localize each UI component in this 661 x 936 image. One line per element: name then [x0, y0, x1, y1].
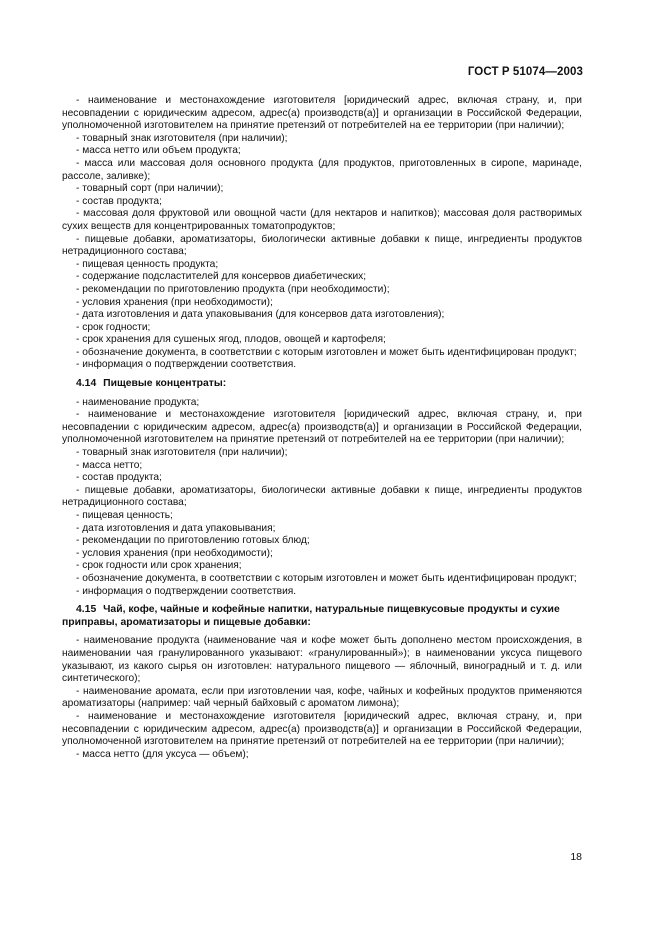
list-item: - наименование продукта;: [76, 396, 200, 408]
section-4-15-list: [62, 635, 582, 761]
document-code: ГОСТ Р 51074—2003: [467, 66, 583, 78]
section-title: Пищевые концентраты:: [103, 378, 227, 390]
list-item: - масса нетто или объем продукта;: [76, 145, 241, 157]
list-item: - обозначение документа, в соответствии с которым изготовлен и может быть идентифицирован продукт;: [76, 572, 577, 584]
list-item: - срок хранения для сушеных ягод, плодов, овощей и картофеля;: [76, 334, 386, 346]
list-item: - пищевые добавки, ароматизаторы, биологически активные добавки к пище, ингредиенты продуктов нетрадиционного состава;: [62, 233, 582, 258]
section-title: Чай, кофе, чайные и кофейные напитки, натуральные пищевкусовые продукты и сухие приправы, ароматизаторы и пищевые добавки:: [62, 604, 560, 628]
section-number: 4.14: [76, 378, 97, 390]
list-item: - массовая доля фруктовой или овощной части (для нектаров и напитков); массовая доля растворимых сухих веществ для концентрированных томатопродуктов;: [62, 208, 582, 232]
list-item: - срок годности;: [76, 321, 151, 333]
list-item: - масса или массовая доля основного продукта (для продуктов, приготовленных в сиропе, маринаде, рассоле, заливке);: [62, 157, 582, 182]
list-item: - пищевая ценность продукта;: [76, 258, 219, 270]
list-item: - информация о подтверждении соответствия.: [76, 359, 297, 371]
page-number: 18: [570, 851, 582, 863]
intro-list: [62, 95, 582, 372]
list-item: - условия хранения (при необходимости);: [76, 547, 273, 559]
list-item: - рекомендации по приготовлению продукта (при необходимости);: [76, 283, 390, 295]
list-item: - товарный знак изготовителя (при наличии);: [76, 132, 288, 144]
list-item: - товарный знак изготовителя (при наличии);: [76, 447, 288, 459]
list-item: - содержание подсластителей для консервов диабетических;: [76, 271, 367, 283]
list-item: - наименование и местонахождение изготовителя [юридический адрес, включая страну, и, при несовпадении с юридическим адресом, адрес(а) производств(а)] и организации в Российской Федерации, уполномоченной изготовителем на принятие претензий от потребителей на ее территории (при наличии);: [62, 409, 582, 446]
section-4-14-list: [62, 397, 582, 599]
document-body: [62, 95, 582, 761]
list-item: - масса нетто (для уксуса — объем);: [76, 748, 249, 760]
section-number: 4.15: [76, 604, 97, 616]
list-item: - наименование и местонахождение изготовителя [юридический адрес, включая страну, и, при несовпадении с юридическим адресом, адрес(а) производств(а)] и организации в Российской Федерации, уполномоченной изготовителем на принятие претензий от потребителей на ее территории (при наличии);: [62, 710, 582, 748]
list-item: - срок годности или срок хранения;: [76, 560, 242, 572]
list-item: - состав продукта;: [76, 472, 162, 484]
list-item: - наименование и местонахождение изготовителя [юридический адрес, включая страну, и, при несовпадении с юридическим адресом, адрес(а) производств(а)] и организации в Российской Федерации, уполномоченной изготовителем на принятие претензий от потребителей на ее территории (при наличии);: [62, 95, 582, 132]
list-item: - условия хранения (при необходимости);: [76, 296, 273, 308]
list-item: - наименование продукта (наименование чая и кофе может быть дополнено местом происхождения, в наименовании чая гранулированного указывают: «гранулированный»); в наименовании уксуса пищевого указывают, из какого сырья он изготовлен: натурального пищевого — яблочный, виноградный и т. д. или синтетического);: [62, 635, 582, 685]
list-item: - пищевая ценность;: [76, 510, 173, 521]
list-item: - рекомендации по приготовлению готовых блюд;: [76, 535, 310, 547]
section-heading-4-14: [62, 378, 582, 391]
list-item: - масса нетто;: [76, 459, 143, 471]
list-item: - товарный сорт (при наличии);: [76, 183, 224, 195]
list-item: - наименование аромата, если при изготовлении чая, кофе, чайных и кофейных продуктов применяются ароматизаторы (например: чай черный байховый с ароматом лимона);: [62, 685, 582, 710]
list-item: - дата изготовления и дата упаковывания;: [76, 522, 276, 534]
list-item: - информация о подтверждении соответствия.: [76, 585, 297, 597]
list-item: - состав продукта;: [76, 195, 162, 207]
list-item: - пищевые добавки, ароматизаторы, биологически активные добавки к пище, ингредиенты продуктов нетрадиционного состава;: [62, 484, 582, 509]
list-item: - дата изготовления и дата упаковывания (для консервов дата изготовления);: [76, 309, 445, 321]
section-heading-4-15: [62, 604, 582, 629]
list-item: - обозначение документа, в соответствии с которым изготовлен и может быть идентифицирован продукт;: [76, 346, 577, 358]
